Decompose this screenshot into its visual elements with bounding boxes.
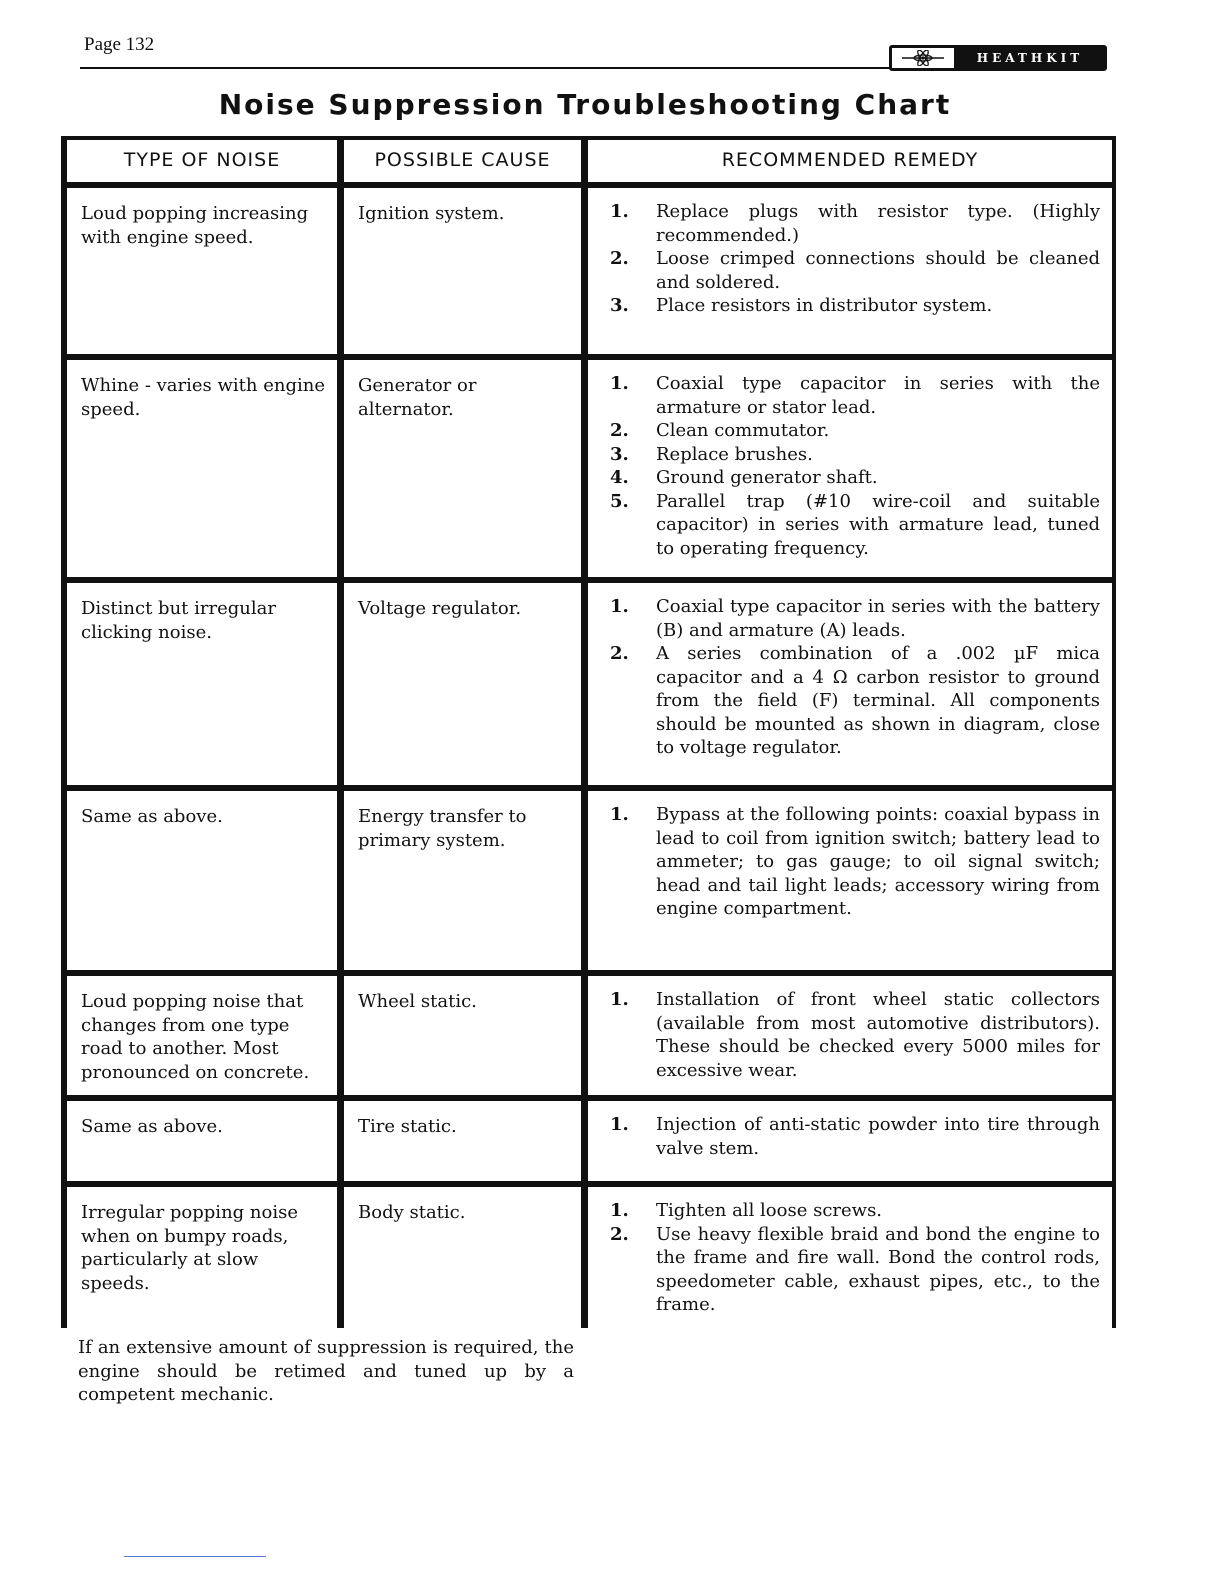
remedy-number: 1. <box>610 1114 629 1135</box>
remedy-item <box>610 490 1100 561</box>
type-of-noise-cell: Irregular popping noise when on bumpy roads, particularly at slow speeds. <box>67 1187 337 1333</box>
remedy-number: 3. <box>610 443 629 465</box>
possible-cause-cell: Body static. <box>344 1187 581 1333</box>
type-of-noise-cell: Loud popping noise that changes from one type road to another. Most pronounced on concrete. <box>67 976 337 1095</box>
remedy-number: 2. <box>610 1223 629 1245</box>
troubleshooting-table <box>61 136 1116 1328</box>
possible-cause-cell: Generator or alternator. <box>344 360 581 577</box>
remedy-text: Bypass at the following points: coaxial bypass in lead to coil from ignition switch; battery lead to ammeter; to gas gauge; to oil signal switch; head and tail light leads; accessory wiring from engine compartment. <box>656 804 1100 919</box>
remedy-text: Replace brushes. <box>656 443 813 465</box>
possible-cause-cell: Voltage regulator. <box>344 583 581 785</box>
recommended-remedy-cell <box>588 583 1112 785</box>
footnote: If an extensive amount of suppression is required, the engine should be retimed and tuned up by a competent mechanic. <box>78 1337 574 1405</box>
remedy-number: 2. <box>610 643 629 664</box>
possible-cause-cell: Tire static. <box>344 1101 581 1181</box>
remedy-text: Place resistors in distributor system. <box>656 295 993 316</box>
heathkit-logo <box>889 45 1107 71</box>
bottom-divider <box>124 1556 266 1557</box>
remedy-number: 3. <box>610 295 629 316</box>
remedy-item <box>610 988 1100 1082</box>
remedy-list <box>610 803 1100 921</box>
possible-cause-cell: Ignition system. <box>344 188 581 354</box>
remedy-item <box>610 247 1100 294</box>
type-of-noise-cell: Distinct but irregular clicking noise. <box>67 583 337 785</box>
page-title: Noise Suppression Troubleshooting Chart <box>218 88 952 121</box>
type-of-noise-cell: Same as above. <box>67 791 337 970</box>
remedy-text: Loose crimped connections should be cleaned and soldered. <box>656 248 1100 293</box>
remedy-number: 2. <box>610 248 629 269</box>
remedy-item <box>610 1113 1100 1160</box>
page-number: Page 132 <box>84 34 155 55</box>
recommended-remedy-cell <box>588 791 1112 970</box>
remedy-list <box>610 595 1100 760</box>
type-of-noise-cell: Whine - varies with engine speed. <box>67 360 337 577</box>
type-of-noise-cell: Loud popping increasing with engine speed. <box>67 188 337 354</box>
recommended-remedy-cell <box>588 188 1112 354</box>
remedy-number: 1. <box>610 1200 629 1221</box>
atom-icon <box>892 48 956 68</box>
remedy-number: 1. <box>610 373 629 394</box>
remedy-item <box>610 200 1100 247</box>
remedy-text: Injection of anti-static powder into tire through valve stem. <box>656 1114 1100 1159</box>
remedy-text: Parallel trap (#10 wire-coil and suitable capacitor) in series with armature lead, tuned to operating frequency. <box>656 490 1100 559</box>
remedy-text: Clean commutator. <box>656 420 830 441</box>
logo-wordmark: HEATHKIT <box>956 48 1104 68</box>
remedy-text: Tighten all loose screws. <box>656 1200 883 1221</box>
recommended-remedy-cell <box>588 360 1112 577</box>
remedy-item <box>610 419 1100 443</box>
remedy-item <box>610 1199 1100 1223</box>
remedy-text: Coaxial type capacitor in series with the battery (B) and armature (A) leads. <box>656 596 1100 641</box>
remedy-text: Use heavy flexible braid and bond the engine to the frame and fire wall. Bond the control rods, speedometer cable, exhaust pipes, etc., to the frame. <box>656 1223 1100 1315</box>
remedy-item <box>610 595 1100 642</box>
remedy-item <box>610 443 1100 467</box>
remedy-text: A series combination of a .002 µF mica capacitor and a 4 Ω carbon resistor to ground from the field (F) terminal. All components should be mounted as shown in diagram, close to voltage regulator. <box>656 643 1100 758</box>
remedy-text: Ground generator shaft. <box>656 467 878 488</box>
header-possible-cause: POSSIBLE CAUSE <box>344 140 581 182</box>
remedy-list <box>610 372 1100 560</box>
remedy-number: 5. <box>610 490 629 512</box>
remedy-number: 1. <box>610 596 629 617</box>
recommended-remedy-cell <box>588 976 1112 1095</box>
remedy-item <box>610 1223 1100 1317</box>
header-type-of-noise: TYPE OF NOISE <box>67 140 337 182</box>
remedy-list <box>610 988 1100 1082</box>
remedy-item <box>610 803 1100 921</box>
header-rule <box>80 67 892 69</box>
possible-cause-cell: Wheel static. <box>344 976 581 1095</box>
remedy-item <box>610 466 1100 490</box>
remedy-number: 4. <box>610 467 629 488</box>
remedy-number: 1. <box>610 804 629 825</box>
remedy-text: Installation of front wheel static collectors (available from most automotive distributors). These should be checked every 5000 miles for excessive wear. <box>656 989 1100 1081</box>
remedy-list <box>610 200 1100 318</box>
remedy-item <box>610 294 1100 318</box>
remedy-item <box>610 372 1100 419</box>
remedy-number: 2. <box>610 420 629 441</box>
type-of-noise-cell: Same as above. <box>67 1101 337 1181</box>
recommended-remedy-cell <box>588 1187 1112 1333</box>
recommended-remedy-cell <box>588 1101 1112 1181</box>
header-recommended-remedy: RECOMMENDED REMEDY <box>588 140 1112 182</box>
remedy-text: Replace plugs with resistor type. (Highly recommended.) <box>656 201 1100 246</box>
remedy-list <box>610 1199 1100 1317</box>
remedy-list <box>610 1113 1100 1160</box>
possible-cause-cell: Energy transfer to primary system. <box>344 791 581 970</box>
remedy-number: 1. <box>610 989 629 1010</box>
remedy-text: Coaxial type capacitor in series with the armature or stator lead. <box>656 373 1100 418</box>
remedy-item <box>610 642 1100 760</box>
remedy-number: 1. <box>610 201 629 222</box>
